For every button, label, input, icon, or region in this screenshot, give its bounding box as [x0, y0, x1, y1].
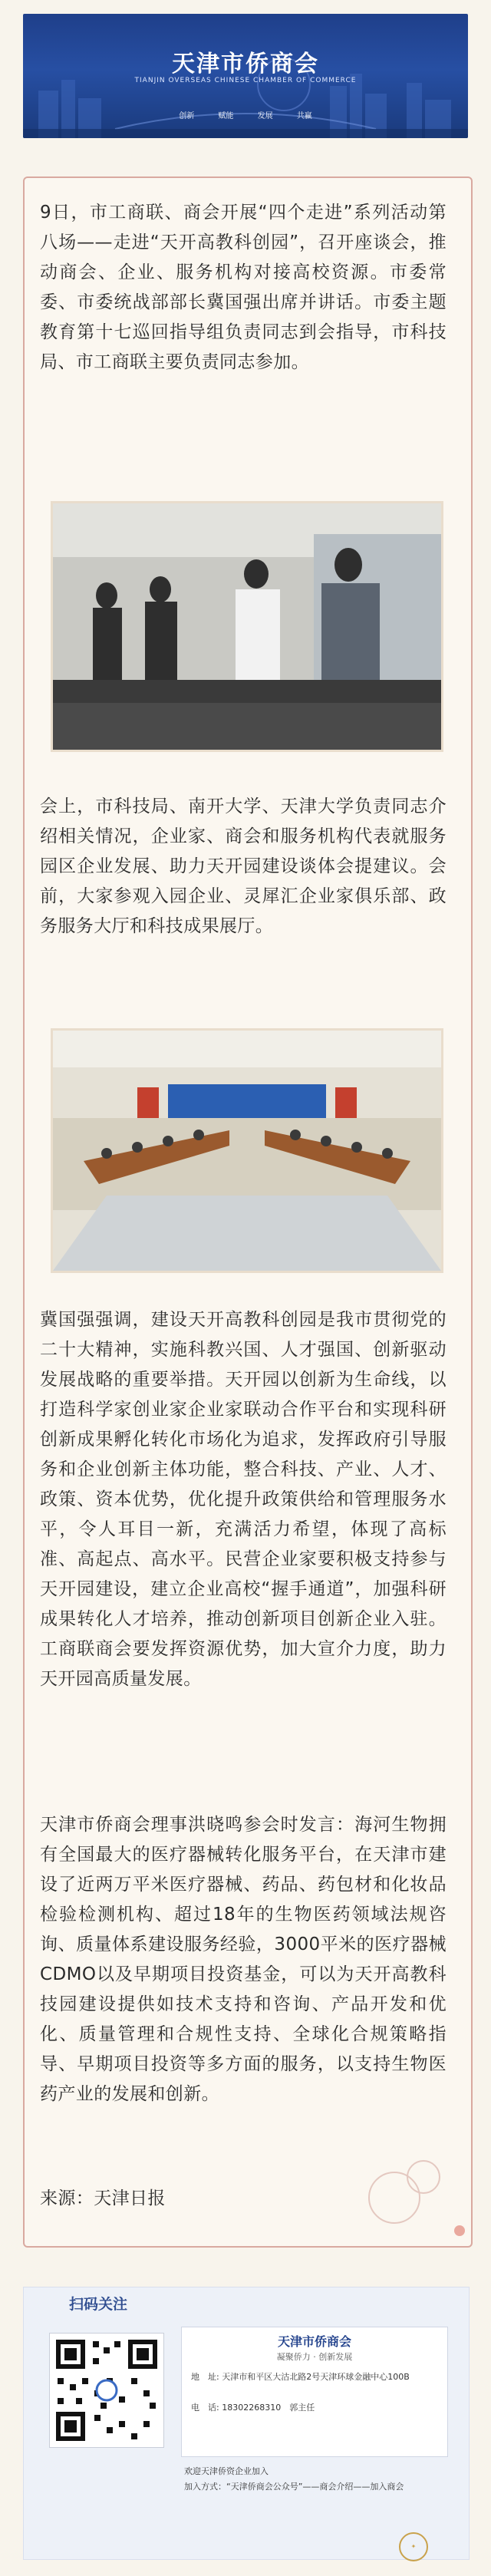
phone-value[interactable]: 18302268310 郭主任 [222, 2403, 315, 2413]
banner-title: 天津市侨商会 [172, 51, 319, 78]
org-name: 天津市侨商会 [277, 2334, 351, 2349]
photo-visit [51, 501, 443, 752]
banner-menu-item[interactable]: 共赢 [296, 112, 312, 120]
scan-follow-label: 扫码关注 [69, 2296, 128, 2313]
decor-ring-icon [407, 2160, 440, 2194]
address-label: 地 址: [191, 2372, 219, 2382]
org-phone [191, 2401, 440, 2413]
welcome-text: 欢迎天津侨资企业加入 [184, 2466, 269, 2476]
paragraph-2: 会上，市科技局、南开大学、天津大学负责同志介绍相关情况，企业家、商会和服务机构代表就服务园区企业发展、助力天开园建设谈体会提建议。会前，大家参观入园企业、灵犀汇企业家俱乐部、政务服务大厅和科技成果展厅。 [40, 797, 447, 936]
photo-meeting-image [53, 1031, 441, 1271]
banner-menu-item[interactable]: 创新 [179, 112, 195, 120]
address-value: 天津市和平区大沽北路2号天津环球金融中心100B [222, 2372, 410, 2382]
paragraph-4: 天津市侨商会理事洪晓鸣参会时发言：海河生物拥有全国最大的医疗器械转化服务平台，在天津市建设了近两万平米医疗器械、药品、药包材和化妆品检验检测机构、超过18年的生物医药领域法规咨询、质量体系建设服务经验，3000平米的医疗器械CDMO以及早期项目投资基金，可以为天开高教科技园建设提供如技术支持和咨询、产品开发和优化、质量管理和合规性支持、全球化合规策略指导、早期项目投资等多方面的服务，以支持生物医药产业的发展和创新。 [40, 1815, 447, 2104]
photo-visit-image [53, 503, 441, 750]
article-source: 来源：天津日报 [40, 2188, 166, 2208]
org-address [191, 2370, 440, 2383]
org-slogan: 凝聚侨力 · 创新发展 [276, 2352, 353, 2362]
banner-menu-item[interactable]: 发展 [257, 112, 273, 120]
qr-code[interactable] [49, 2333, 164, 2448]
decor-dot-icon [454, 2225, 465, 2236]
photo-meeting [51, 1028, 443, 1273]
phone-label: 电 话: [191, 2403, 219, 2413]
banner-subtitle: TIANJIN OVERSEAS CHINESE CHAMBER OF COMMERCE [134, 77, 357, 84]
contact-card [181, 2327, 448, 2457]
banner-menu-item[interactable]: 赋能 [218, 112, 234, 120]
qr-code-icon [50, 2334, 163, 2447]
header-banner [23, 14, 468, 138]
paragraph-3: 冀国强强调，建设天开高教科创园是我市贯彻党的二十大精神，实施科教兴国、人才强国、创新驱动发展战略的重要举措。天开园以创新为生命线，以打造科学家创业家企业家联动合作平台和实现科研创新成果孵化转化市场化为追求，发挥政府引导服务和企业创新主体功能，整合科技、产业、人才、政策、资本优势，优化提升政策供给和管理服务水平，令人耳目一新，充满活力希望，体现了高标准、高起点、高水平。民营企业家要积极支持参与天开园建设，建立企业高校“握手通道”，加强科研成果转化人才培养，推动创新项目创新企业入驻。工商联商会要发挥资源优势，加大宣介力度，助力天开园高质量发展。 [40, 1310, 447, 1689]
paragraph-1: 9日，市工商联、商会开展“四个走进”系列活动第八场——走进“天开高教科创园”，召开座谈会，推动商会、企业、服务机构对接高校资源。市委常委、市委统战部部长冀国强出席并讲话。市委主题教育第十七巡回指导组负责同志到会指导，市科技局、市工商联主要负责同志参加。 [40, 203, 447, 372]
join-method-text: 加入方式：“天津侨商会公众号”——商会介绍——加入商会 [184, 2482, 404, 2492]
banner-menu [23, 109, 468, 120]
seal-icon: ✦ [399, 2532, 428, 2561]
